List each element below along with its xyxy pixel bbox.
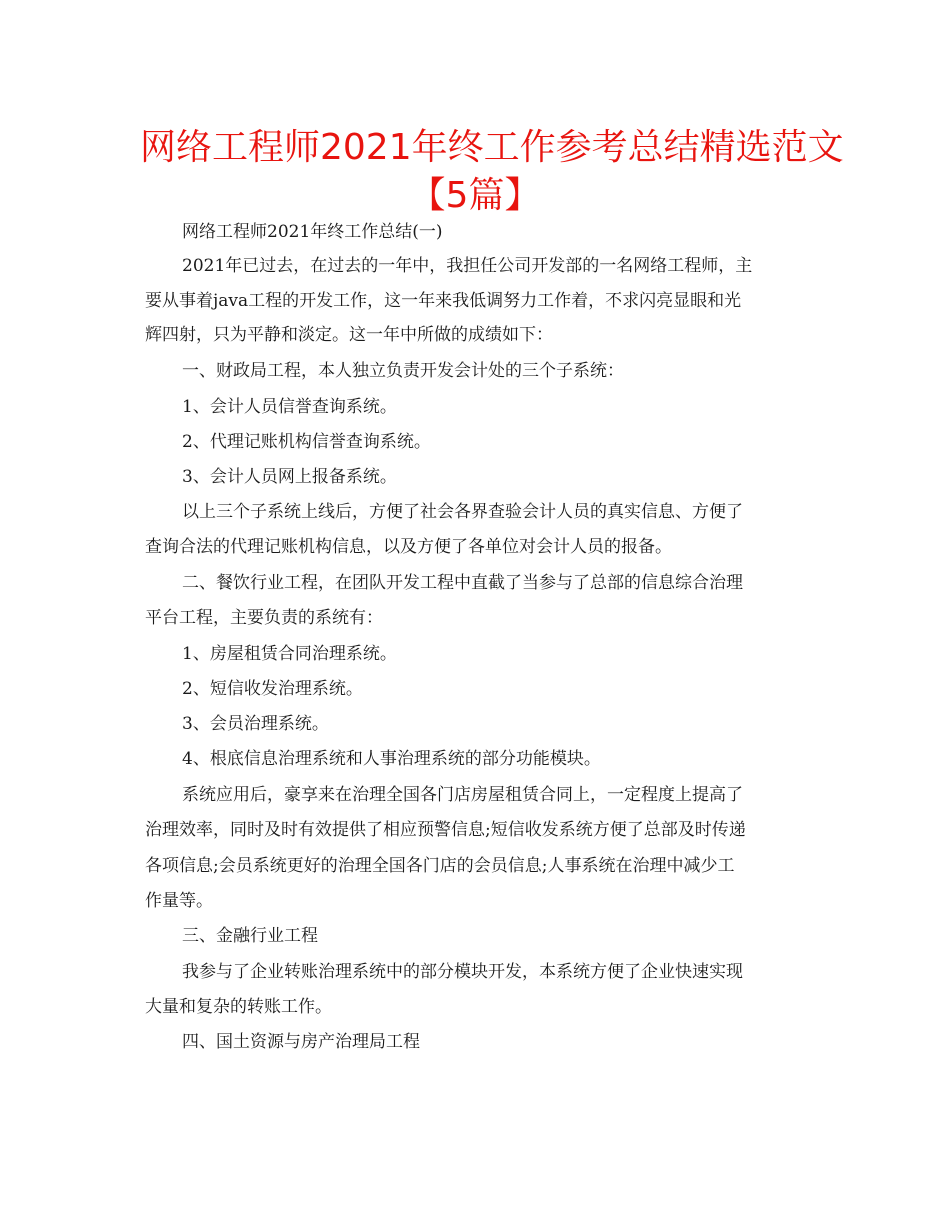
- paragraph-line: 大量和复杂的转账工作。: [145, 997, 332, 1017]
- paragraph-line: 辉四射，只为平静和淡定。这一年中所做的成绩如下：: [145, 325, 553, 345]
- paragraph-line: 作量等。: [145, 891, 213, 911]
- paragraph-line: 我参与了企业转账治理系统中的部分模块开发，本系统方便了企业快速实现: [182, 962, 743, 982]
- paragraph-line: 各项信息;会员系统更好的治理全国各门店的会员信息;人事系统在治理中减少工: [145, 856, 735, 876]
- paragraph-line: 系统应用后，豪享来在治理全国各门店房屋租赁合同上，一定程度上提高了: [182, 785, 743, 805]
- list-item: 3、会计人员网上报备系统。: [182, 467, 397, 487]
- section-heading: 四、国土资源与房产治理局工程: [182, 1032, 420, 1052]
- paragraph-line: 2021年已过去，在过去的一年中，我担任公司开发部的一名网络工程师，主: [182, 256, 753, 276]
- paragraph-line: 要从事着java工程的开发工作，这一年来我低调努力工作着，不求闪亮显眼和光: [145, 291, 742, 311]
- document-title-line-2: 【5篇】: [409, 175, 541, 216]
- paragraph-line: 治理效率，同时及时有效提供了相应预警信息;短信收发系统方便了总部及时传递: [145, 820, 746, 840]
- list-item: 1、会计人员信誉查询系统。: [182, 397, 397, 417]
- paragraph-line: 以上三个子系统上线后，方便了社会各界查验会计人员的真实信息、方便了: [182, 502, 743, 522]
- paragraph-line: 查询合法的代理记账机构信息，以及方便了各单位对会计人员的报备。: [145, 537, 672, 557]
- list-item: 1、房屋租赁合同治理系统。: [182, 644, 397, 664]
- section-heading: 网络工程师2021年终工作总结(一): [182, 222, 443, 242]
- document-title-line-1: 网络工程师2021年终工作参考总结精选范文: [140, 127, 844, 168]
- paragraph-line: 二、餐饮行业工程，在团队开发工程中直截了当参与了总部的信息综合治理: [182, 573, 743, 593]
- list-item: 3、会员治理系统。: [182, 714, 329, 734]
- list-item: 4、根底信息治理系统和人事治理系统的部分功能模块。: [182, 749, 601, 769]
- section-heading: 三、金融行业工程: [182, 926, 318, 946]
- paragraph-line: 平台工程，主要负责的系统有：: [145, 608, 383, 628]
- list-item: 2、短信收发治理系统。: [182, 679, 363, 699]
- paragraph-line: 一、财政局工程，本人独立负责开发会计处的三个子系统：: [182, 361, 624, 381]
- list-item: 2、代理记账机构信誉查询系统。: [182, 432, 431, 452]
